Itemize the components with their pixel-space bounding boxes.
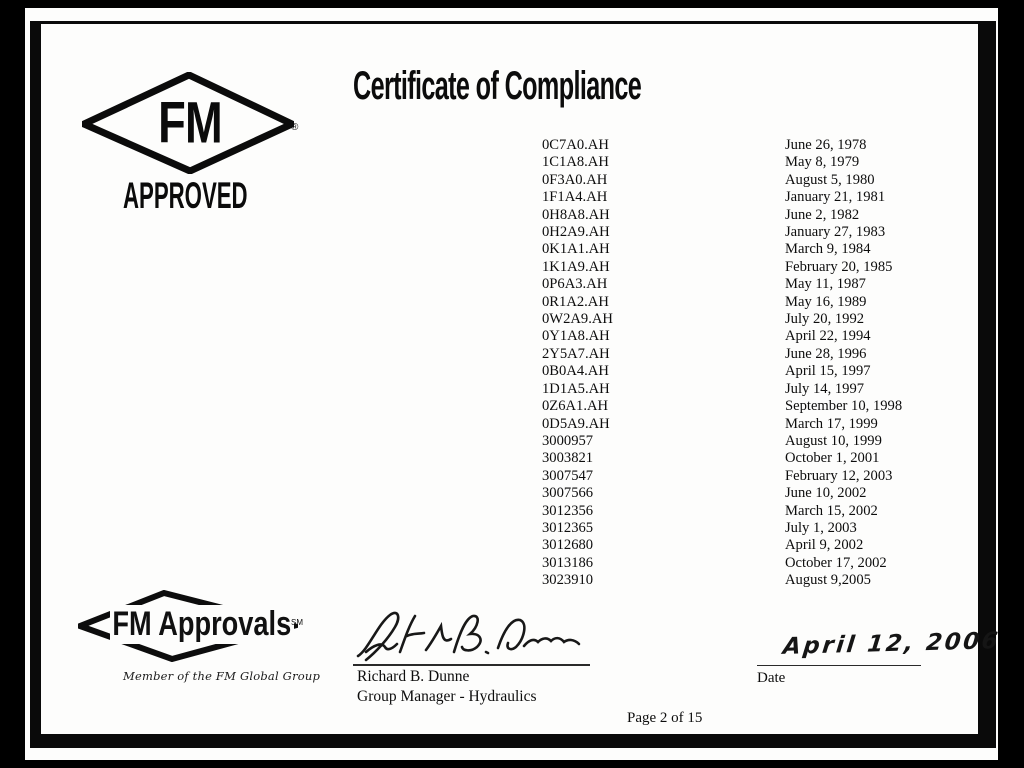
date-column [785,137,902,590]
record-date: April 15, 1997 [785,363,871,380]
record-code: 3003821 [542,450,594,467]
record-code: 1F1A4.AH [542,189,608,206]
record-code: 0H8A8.AH [542,206,610,223]
record-code: 0C7A0.AH [542,137,609,153]
signature-line [353,664,590,666]
record-date: April 22, 1994 [785,328,871,345]
record-date: May 8, 1979 [785,154,860,171]
member-tagline: Member of the FM Global Group [123,669,321,683]
record-date: October 1, 2001 [785,450,880,467]
fm-approvals-logo [78,590,321,690]
record-code: 0Z6A1.AH [542,398,609,415]
record-code: 3012365 [542,519,594,536]
service-mark-icon: SM [291,618,303,627]
record-date: July 20, 1992 [785,311,865,328]
record-date: March 9, 1984 [785,241,871,258]
record-date: June 10, 2002 [785,485,867,502]
record-code: 0D5A9.AH [542,415,610,432]
page-number: Page 2 of 15 [627,710,703,726]
approved-label: APPROVED [123,175,248,216]
record-date: August 10, 1999 [785,432,882,449]
record-code: 1D1A5.AH [542,380,610,397]
record-date: March 17, 1999 [785,415,878,432]
handwritten-signature [352,608,592,666]
fm-approvals-wordmark: FM Approvals [110,605,294,644]
record-date: June 28, 1996 [785,345,867,362]
page-title: Certificate of Compliance [353,64,642,108]
record-date: January 27, 1983 [785,224,886,241]
record-code: 3023910 [542,572,594,589]
record-code: 3000957 [542,432,594,449]
signer-title: Group Manager - Hydraulics [357,688,537,705]
record-date: July 1, 2003 [785,519,857,536]
record-code: 0F3A0.AH [542,171,608,188]
record-date: February 20, 1985 [785,258,893,275]
record-code: 0P6A3.AH [542,276,608,293]
record-code: 3007547 [542,467,594,484]
registered-trademark-icon: ® [291,122,299,133]
record-code: 3012680 [542,537,594,554]
signer-name: Richard B. Dunne [357,668,470,685]
record-date: March 15, 2002 [785,502,878,519]
record-date: May 11, 1987 [785,276,866,293]
record-code: 0K1A1.AH [542,241,610,258]
date-line [757,665,921,666]
record-date: July 14, 1997 [785,380,865,397]
record-code: 1K1A9.AH [542,258,610,275]
record-code: 2Y5A7.AH [542,345,610,362]
record-code: 0B0A4.AH [542,363,609,380]
fm-approved-logo [82,72,297,217]
record-code: 3012356 [542,502,594,519]
record-code: 0W2A9.AH [542,311,613,328]
record-date: June 2, 1982 [785,206,860,223]
record-date: September 10, 1998 [785,398,903,415]
date-label: Date [757,670,786,686]
record-date: April 9, 2002 [785,537,864,554]
record-date: May 16, 1989 [785,293,867,310]
record-code: 1C1A8.AH [542,154,609,171]
record-date: August 9,2005 [785,572,871,589]
handwritten-date: April 12, 2006 [781,628,1002,660]
record-date: June 26, 1978 [785,137,867,153]
record-code: 0R1A2.AH [542,293,609,310]
record-date: February 12, 2003 [785,467,893,484]
record-date: January 21, 1981 [785,189,886,206]
record-date: October 17, 2002 [785,554,887,571]
record-code: 0Y1A8.AH [542,328,610,345]
code-column [542,137,613,590]
record-code: 3013186 [542,554,594,571]
record-code: 0H2A9.AH [542,224,610,241]
record-code: 3007566 [542,485,594,502]
record-date: August 5, 1980 [785,171,875,188]
fm-logo-text: FM [157,90,222,156]
